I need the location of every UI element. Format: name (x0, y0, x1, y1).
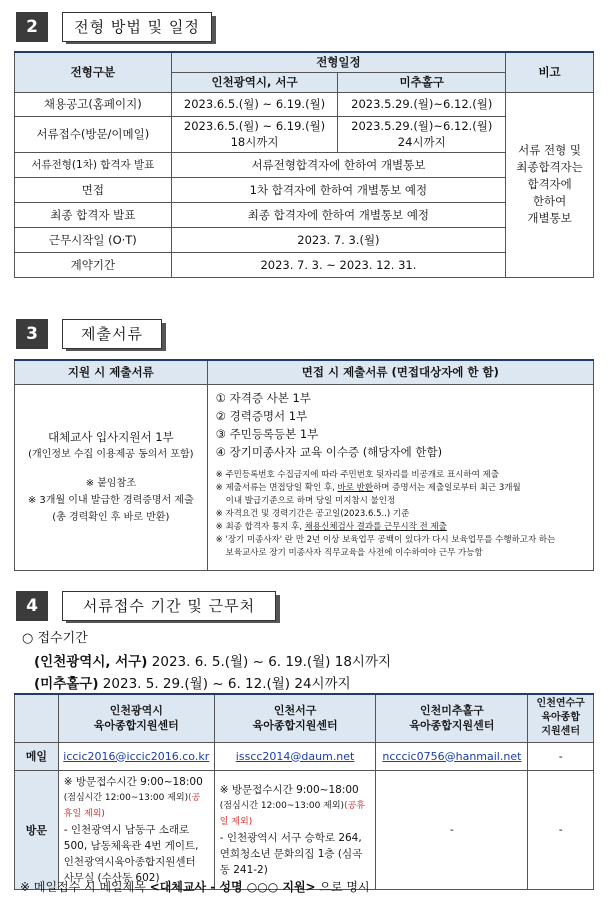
date-range: 2023.5.29.(월)~6.12.(월) (351, 119, 493, 133)
section-number: 4 (16, 591, 48, 621)
cell-merged: 서류전형합격자에 한하여 개별통보 (171, 152, 505, 177)
section-3-header (16, 317, 216, 353)
section-4-header (16, 589, 296, 625)
header-note: 비고 (506, 52, 594, 92)
corner-cell (15, 694, 59, 742)
footer-note: ※ 메일접수 시 메일제목 <대체교사 - 성명 ○○○ 지원> 으로 명시 (20, 880, 370, 894)
note-line: ※ 주민등록번호 수집금지에 따라 주민번호 뒷자리를 비공개로 표시하여 제출 (215, 469, 499, 480)
apply-doc-main: 대체교사 입사지원서 1부 (47, 429, 174, 444)
note-line: 이내 발급기준으로 하며 당일 미지참시 불인정 (225, 495, 396, 506)
interview-item: ① 자격증 사본 1부 (215, 390, 311, 405)
visit-empty: - (528, 770, 594, 889)
mail-row-label: 메일 (15, 742, 59, 770)
header-michuhol: 미추홀구 (338, 72, 506, 92)
note-line: ※ 최종 합격자 통지 후, 채용신체검사 결과를 근무시작 전 제출 (215, 521, 447, 532)
row-label: 면접 (15, 177, 172, 202)
interview-docs-cell (207, 384, 593, 570)
cell-date: 2023.5.29.(월)~6.12.(월) (338, 92, 506, 116)
email-link[interactable]: isscc2014@daum.net (214, 742, 376, 770)
section-2-header (16, 10, 276, 46)
cell-merged: 1차 합격자에 한하여 개별통보 예정 (171, 177, 505, 202)
note-line: 최종합격자는 (516, 160, 583, 174)
header-incheon-seogu: 인천광역시, 서구 (171, 72, 338, 92)
section-number: 2 (16, 12, 48, 42)
section-number: 3 (16, 319, 48, 349)
center-header: 인천연수구 육아종합 지원센터 (528, 694, 594, 742)
header-schedule: 전형일정 (171, 52, 505, 72)
note-line: 서류 전형 및 (518, 143, 581, 157)
apply-note: (총 경력확인 후 바로 반환) (52, 511, 170, 523)
note-cell (506, 92, 594, 277)
deadline-time: 18시까지 (230, 135, 279, 149)
cell-date: 2023.6.5.(월) ~ 6.19.(월) (171, 92, 338, 116)
header-type: 전형구분 (15, 52, 172, 92)
section-title: 서류접수 기간 및 근무처 (62, 591, 276, 621)
note-line: ※ 제출서류는 면접당일 확인 후, 바로 반환하며 증명서는 제출일로부터 최근 3개월 (215, 482, 521, 493)
row-label: 채용공고(홈페이지) (15, 92, 172, 116)
note-line: 합격자에 (527, 177, 572, 191)
visit-info: ※ 방문접수시간 9:00~18:00 (점심시간 12:00~13:00 제외)(공휴일 제외) - 인천광역시 서구 승학로 264, 연희청소년 문화의집 1층 (심곡동 241-2) (214, 770, 376, 889)
date-range: 2023.6.5.(월) ~ 6.19.(월) (183, 119, 326, 133)
row-label: 서류접수(방문/이메일) (15, 116, 172, 152)
row-label: 최종 합격자 발표 (15, 202, 172, 227)
cell-date (338, 116, 506, 152)
period-incheon-seogu: (인천광역시, 서구) 2023. 6. 5.(월) ~ 6. 19.(월) 18시까지 (34, 654, 392, 670)
documents-table (14, 359, 594, 571)
header-apply-docs: 지원 시 제출서류 (15, 360, 208, 384)
center-header: 인천미추홀구 육아종합지원센터 (376, 694, 528, 742)
section-title: 전형 방법 및 일정 (62, 12, 212, 42)
visit-empty: - (376, 770, 528, 889)
interview-item: ③ 주민등록등본 1부 (215, 426, 319, 441)
center-header: 인천서구 육아종합지원센터 (214, 694, 376, 742)
apply-docs-cell (15, 384, 208, 570)
centers-table (14, 693, 594, 890)
schedule-table (14, 51, 594, 278)
period-label: ○ 접수기간 (22, 631, 88, 646)
header-interview-docs: 면접 시 제출서류 (면접대상자에 한 함) (207, 360, 593, 384)
email-link[interactable]: ncccic0756@hanmail.net (376, 742, 528, 770)
apply-doc-sub: (개인정보 수집 이용제공 동의서 포함) (28, 448, 194, 460)
note-line: ※ '장기 미종사자' 란 만 2년 이상 보육업무 공백이 있다가 다시 보육업무를 수행하고자 하는 (215, 534, 556, 545)
row-label: 근무시작일 (O·T) (15, 227, 172, 252)
apply-note: ※ 붙임참조 (85, 477, 136, 489)
visit-info: ※ 방문접수시간 9:00~18:00 (점심시간 12:00~13:00 제외)(공휴일 제외) - 인천광역시 남동구 소래로 500, 남동체육관 4번 게이트, 인천광역시육아종합지원센터 사무실 (수산동 602) (58, 770, 214, 889)
cell-date (171, 116, 338, 152)
email-link[interactable]: iccic2016@iccic2016.co.kr (58, 742, 214, 770)
period-michuhol: (미추홀구) 2023. 5. 29.(월) ~ 6. 12.(월) 24시까지 (34, 676, 351, 692)
deadline-time: 24시까지 (397, 135, 446, 149)
row-label: 서류전형(1차) 합격자 발표 (15, 152, 172, 177)
visit-row-label: 방문 (15, 770, 59, 889)
section-title: 제출서류 (62, 319, 162, 349)
interview-item: ② 경력증명서 1부 (215, 408, 308, 423)
email-empty: - (528, 742, 594, 770)
note-line: 보육교사로 장기 미종사자 직무교육을 사전에 이수하여야 근무 가능함 (225, 547, 483, 558)
center-header: 인천광역시 육아종합지원센터 (58, 694, 214, 742)
row-label: 계약기간 (15, 252, 172, 277)
cell-merged: 최종 합격자에 한하여 개별통보 예정 (171, 202, 505, 227)
cell-merged: 2023. 7. 3. ~ 2023. 12. 31. (171, 252, 505, 277)
apply-note: ※ 3개월 이내 발급한 경력증명서 제출 (27, 494, 194, 506)
cell-merged: 2023. 7. 3.(월) (171, 227, 505, 252)
interview-item: ④ 장기미종사자 교육 이수증 (해당자에 한함) (215, 444, 443, 459)
note-line: ※ 자격요건 및 경력기간은 공고일(2023.6.5..) 기준 (215, 508, 410, 519)
note-line: 한하여 (532, 194, 567, 208)
note-line: 개별통보 (527, 211, 572, 225)
